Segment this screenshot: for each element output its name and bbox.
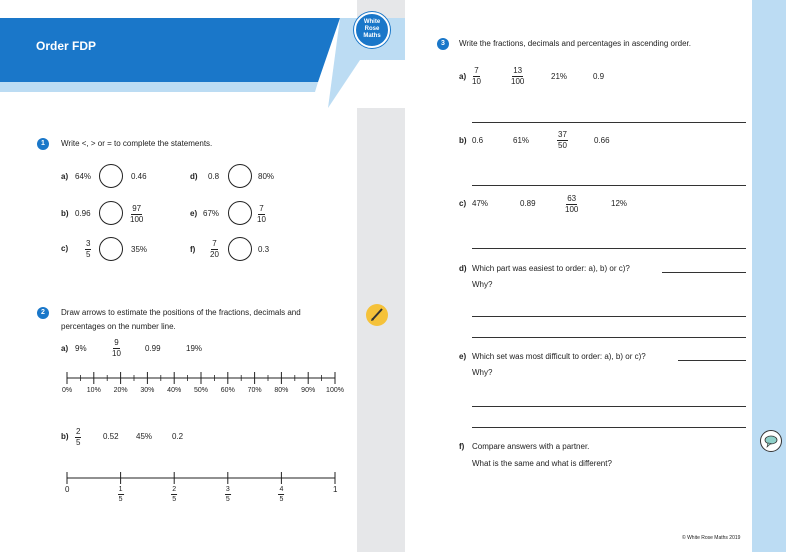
q1c-label: c) (61, 244, 69, 253)
question-2-instruction-line2: percentages on the number line. (61, 322, 176, 331)
q3c-answer-line[interactable] (472, 248, 746, 249)
q2a-value-1: 9% (75, 344, 87, 353)
q1d-answer-circle[interactable] (228, 164, 252, 188)
q1e-right-fraction: $\frac{7}{10}$ (257, 204, 266, 224)
q1c-left-fraction: $\frac{3}{5}$ (86, 239, 91, 259)
q3f-line-2: What is the same and what is different? (472, 459, 612, 468)
q3d-inline-answer-line[interactable] (662, 272, 746, 273)
q3a-label: a) (459, 72, 467, 81)
pencil-icon (366, 304, 388, 326)
q2a-tick-label: 30% (140, 387, 155, 394)
q1c-right-value: 35% (131, 245, 148, 254)
question-1-number: 1 (37, 138, 49, 150)
q1b-right-fraction: $\frac{97}{100}$ (130, 204, 144, 224)
q3d-question: Which part was easiest to order: a), b) or c)? (472, 264, 630, 273)
q2b-label: b) (61, 432, 69, 441)
q1f-label: f) (190, 245, 196, 254)
q1e-answer-circle[interactable] (228, 201, 252, 225)
q3a-fraction-2: $\frac{13}{100}$ (511, 66, 525, 86)
q3d-why: Why? (472, 280, 493, 289)
q2a-tick-label: 10% (86, 387, 101, 394)
q2a-tick-label: 80% (274, 387, 289, 394)
q3f-label: f) (459, 442, 465, 451)
q1a-left-value: 64% (75, 172, 92, 181)
q3d-label: d) (459, 264, 467, 273)
q3e-inline-answer-line[interactable] (678, 360, 746, 361)
q3d-answer-line-1[interactable] (472, 316, 746, 317)
q3e-question: Which set was most difficult to order: a), b) or c)? (472, 352, 646, 361)
q2a-value-3: 19% (186, 344, 203, 353)
q2a-tick-label: 50% (193, 387, 209, 394)
question-3-instruction: Write the fractions, decimals and percentages in ascending order. (459, 39, 691, 48)
q1b-answer-circle[interactable] (99, 201, 123, 225)
q3a-fraction-1: $\frac{7}{10}$ (472, 66, 481, 86)
q1a-right-value: 0.46 (131, 172, 147, 181)
q2a-tick-label: 100% (326, 387, 344, 394)
q2b-fraction: $\frac{2}{5}$ (76, 427, 81, 447)
q1f-right-value: 0.3 (258, 245, 270, 254)
question-2-instruction-line1: Draw arrows to estimate the positions of the fractions, decimals and (61, 308, 301, 317)
header-banner (0, 0, 405, 112)
q2a-fraction: $\frac{9}{10}$ (112, 338, 121, 358)
q3a-value-2: 0.9 (593, 72, 605, 81)
q3b-value-1: 0.6 (472, 136, 484, 145)
q3c-fraction: $\frac{63}{100}$ (565, 194, 579, 214)
page-title: Order FDP (36, 39, 97, 53)
q1d-label: d) (190, 172, 198, 181)
q2a-label: a) (61, 344, 69, 353)
q2a-value-2: 0.99 (145, 344, 161, 353)
q3b-value-3: 0.66 (594, 136, 610, 145)
white-rose-logo: White Rose Maths (354, 12, 390, 48)
q2b-value-2: 45% (136, 432, 153, 441)
q2b-tick-fraction: $\frac{2}{5}$ (172, 486, 177, 503)
question-3-number: 3 (437, 38, 449, 50)
question-1-instruction: Write <, > or = to complete the statements. (61, 139, 213, 148)
q2b-tick-fraction: $\frac{4}{5}$ (279, 486, 284, 503)
q2b-end-label: 1 (333, 485, 338, 494)
q2a-tick-label: 40% (167, 387, 182, 394)
q2a-tick-label: 70% (247, 387, 262, 394)
q2b-value-1: 0.52 (103, 432, 119, 441)
q1d-left-value: 0.8 (208, 172, 220, 181)
right-margin-band (752, 0, 786, 552)
q3b-fraction: $\frac{37}{50}$ (558, 130, 567, 150)
speech-bubble-icon (760, 430, 782, 452)
q1b-left-value: 0.96 (75, 209, 91, 218)
q1c-answer-circle[interactable] (99, 237, 123, 261)
q1e-left-value: 67% (203, 209, 220, 218)
question-2-number: 2 (37, 307, 49, 319)
q2a-tick-label: 60% (220, 387, 235, 394)
q2a-tick-label: 90% (301, 387, 316, 394)
q1e-label: e) (190, 209, 198, 218)
q2b-value-3: 0.2 (172, 432, 184, 441)
q1d-right-value: 80% (258, 172, 275, 181)
q1b-label: b) (61, 209, 69, 218)
q2b-start-label: 0 (65, 485, 70, 494)
q2b-number-line (60, 470, 360, 490)
q2a-tick-label: 20% (113, 387, 128, 394)
q3b-value-2: 61% (513, 136, 530, 145)
q2b-tick-fraction: $\frac{1}{5}$ (118, 486, 123, 503)
copyright: © White Rose Maths 2019 (682, 535, 741, 541)
q3a-value-1: 21% (551, 72, 568, 81)
q3e-answer-line-2[interactable] (472, 427, 746, 428)
q3b-label: b) (459, 136, 467, 145)
q3c-label: c) (459, 199, 467, 208)
q1a-label: a) (61, 172, 69, 181)
q3f-line-1: Compare answers with a partner. (472, 442, 590, 451)
q3b-answer-line[interactable] (472, 185, 746, 186)
q2b-tick-fraction: $\frac{3}{5}$ (225, 486, 230, 503)
q1f-left-fraction: $\frac{7}{20}$ (210, 239, 219, 259)
q3e-why: Why? (472, 368, 493, 377)
q3e-answer-line-1[interactable] (472, 406, 746, 407)
q3c-value-2: 0.89 (520, 199, 536, 208)
q2a-tick-label: 0% (61, 387, 73, 394)
q3a-answer-line[interactable] (472, 122, 746, 123)
q1a-answer-circle[interactable] (99, 164, 123, 188)
q3c-value-1: 47% (472, 199, 489, 208)
q3e-label: e) (459, 352, 467, 361)
q3c-value-3: 12% (611, 199, 628, 208)
q1f-answer-circle[interactable] (228, 237, 252, 261)
q3d-answer-line-2[interactable] (472, 337, 746, 338)
